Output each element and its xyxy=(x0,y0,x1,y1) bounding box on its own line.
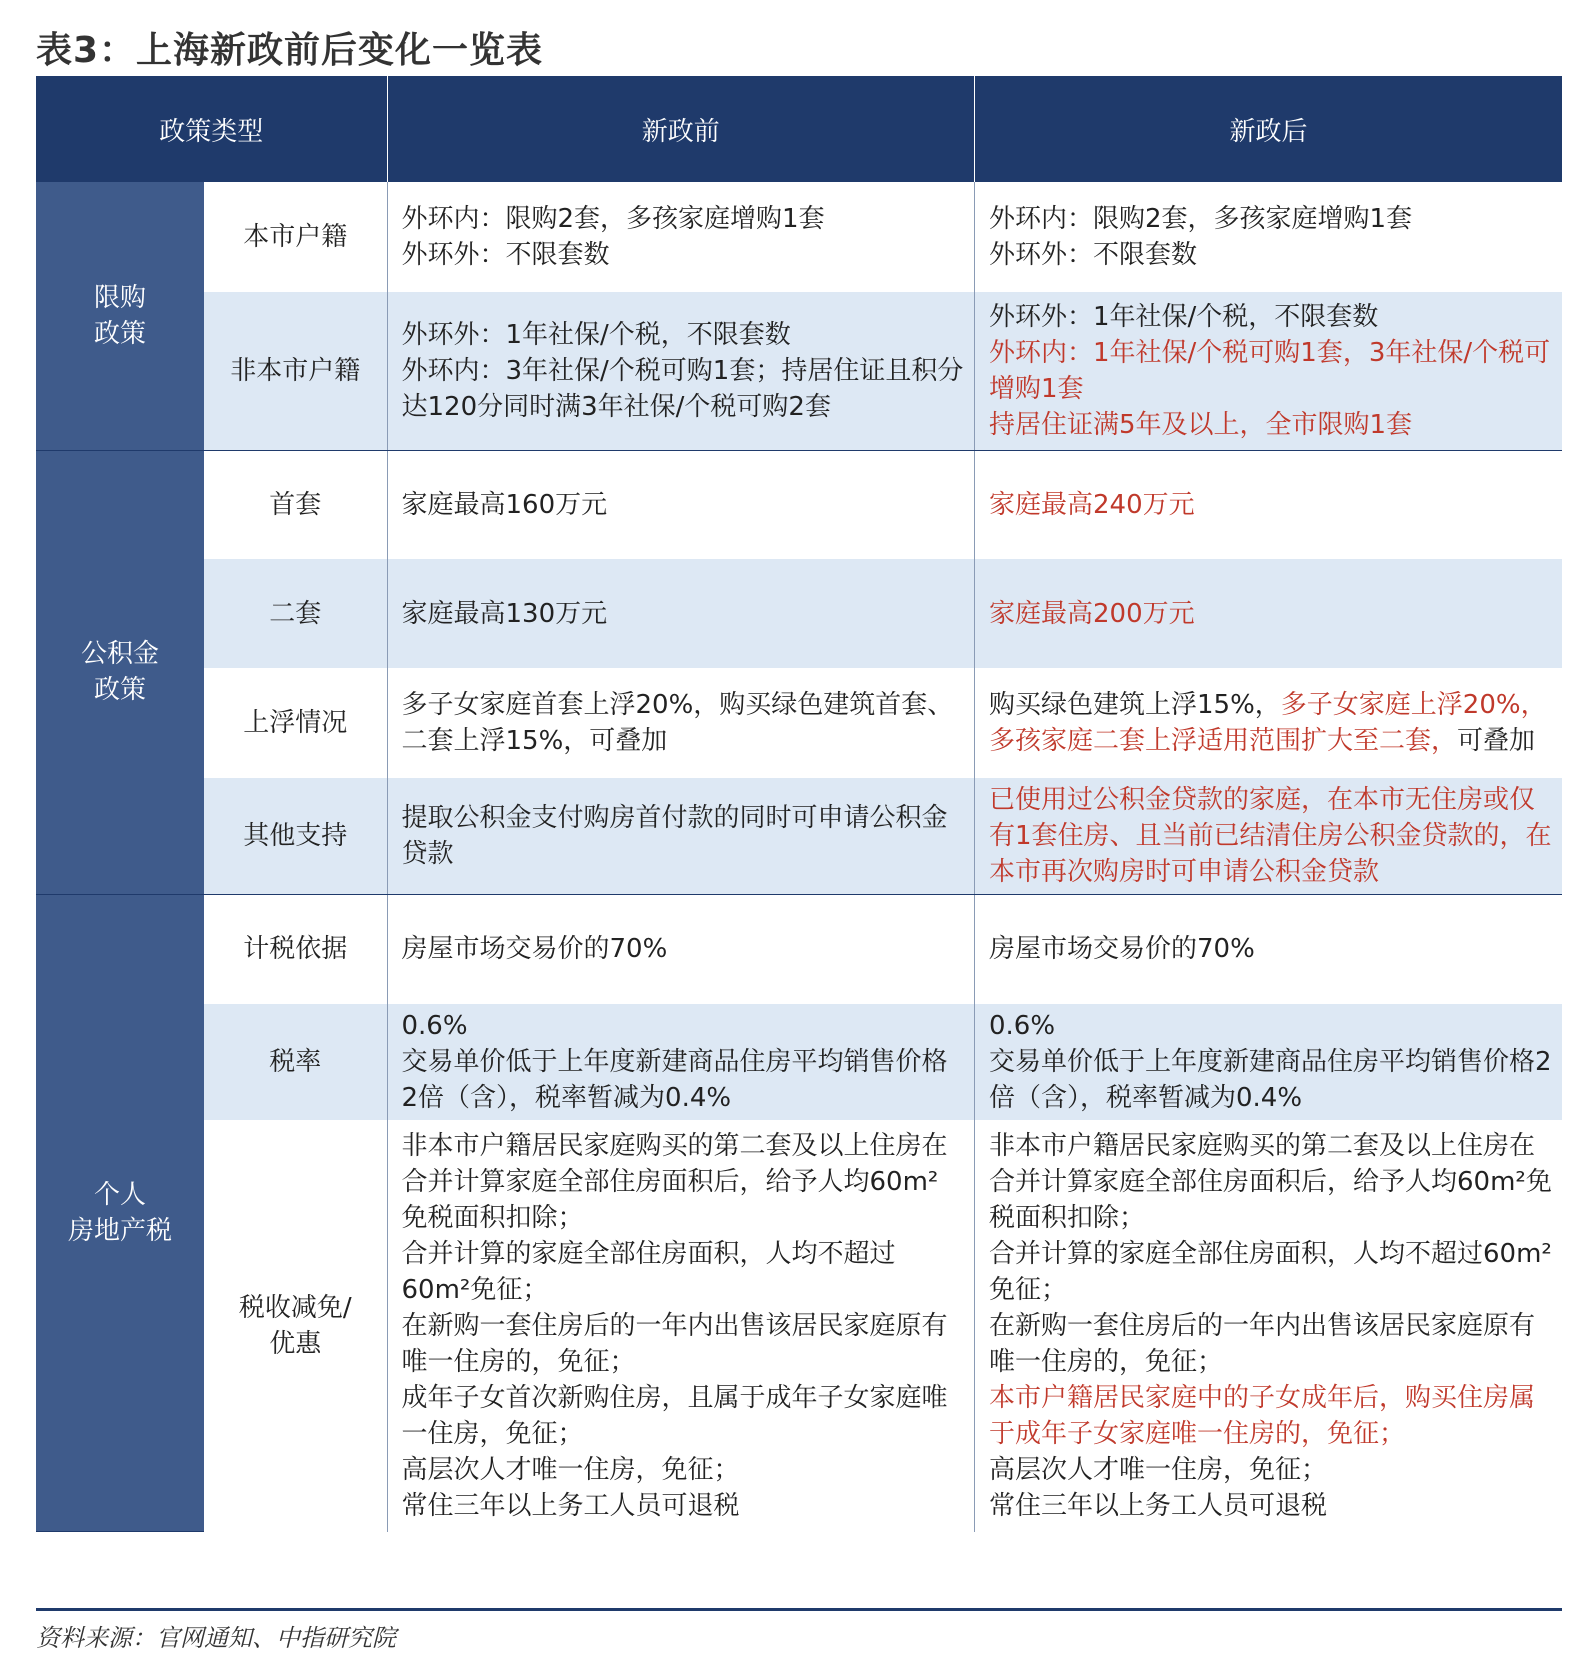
cell-after-other-support xyxy=(974,778,1562,895)
row-label-tax-relief: 税收减免/ 优惠 xyxy=(204,1120,387,1532)
table-row xyxy=(36,668,1562,778)
table-title: 表3：上海新政前后变化一览表 xyxy=(36,30,544,71)
cell-after-float-up: 购买绿色建筑上浮15%，多子女家庭上浮20%，多孩家庭二套上浮适用范围扩大至二套，可叠加 xyxy=(988,690,1547,756)
highlighted-change: 已使用过公积金贷款的家庭，在本市无住房或仅有1套住房、且当前已结清住房公积金贷款的，在本市再次购房时可申请公积金贷款 xyxy=(988,785,1552,887)
row-label-second-home: 二套 xyxy=(204,559,387,668)
cell-before-other-support: 提取公积金支付购房首付款的同时可申请公积金贷款 xyxy=(387,778,974,895)
row-label-local-hukou: 本市户籍 xyxy=(204,182,387,292)
cell-after-tax-basis: 房屋市场交易价的70% xyxy=(988,934,1255,965)
table-row xyxy=(36,182,1562,292)
row-label-float-up: 上浮情况 xyxy=(204,668,387,778)
header-row xyxy=(36,76,1562,182)
highlighted-change: 外环内：1年社保/个税可购1套，3年社保/个税可增购1套 xyxy=(988,337,1551,404)
cell-after-second-home xyxy=(974,559,1562,668)
table-row xyxy=(36,778,1562,895)
cell-before-float-up: 多子女家庭首套上浮20%，购买绿色建筑首套、二套上浮15%，可叠加 xyxy=(387,668,974,778)
row-label-tax-basis: 计税依据 xyxy=(204,895,387,1004)
table-bottom-rule xyxy=(36,1608,1562,1611)
cell-after-tax-relief: 非本市户籍居民家庭购买的第二套及以上住房在合并计算家庭全部住房面积后，给予人均60m²免税面积扣除； 合并计算的家庭全部住房面积，人均不超过60m²免征； 在新购一套住房后的一年内出售该居民家庭原有唯一住房的，免征； 本市户籍居民家庭中的子女成年后，购买住房属于成年子女家庭唯一住房的，免征； 高层次人才唯一住房，免征； 常住三年以上务工人员可退税 xyxy=(988,1130,1552,1521)
row-label-tax-rate: 税率 xyxy=(204,1004,387,1120)
highlighted-change: 家庭最高200万元 xyxy=(988,598,1195,629)
highlighted-change: 多子女家庭上浮20%，多孩家庭二套上浮适用范围扩大至二套， xyxy=(988,690,1547,756)
row-label-other-support: 其他支持 xyxy=(204,778,387,895)
cell-before-tax-rate: 0.6% 交易单价低于上年度新建商品住房平均销售价格2倍（含），税率暂减为0.4% xyxy=(387,1004,974,1120)
group-purchase-limit: 限购 政策 xyxy=(36,182,204,450)
cell-after-first-home xyxy=(974,450,1562,559)
table-row xyxy=(36,1120,1562,1532)
table-row xyxy=(36,1004,1562,1120)
cell-before-local-hukou: 外环内：限购2套，多孩家庭增购1套 外环外：不限套数 xyxy=(387,182,974,292)
source-note: 资料来源：官网通知、中指研究院 xyxy=(36,1624,396,1652)
cell-before-second-home: 家庭最高130万元 xyxy=(387,559,974,668)
table-row xyxy=(36,450,1562,559)
cell-after-local-hukou: 外环内：限购2套，多孩家庭增购1套 外环外：不限套数 xyxy=(988,204,1413,270)
cell-after-tax-rate: 0.6% 交易单价低于上年度新建商品住房平均销售价格2倍（含），税率暂减为0.4% xyxy=(974,1004,1562,1120)
highlighted-change: 持居住证满5年及以上，全市限购1套 xyxy=(988,409,1413,440)
table-row xyxy=(36,559,1562,668)
table-row xyxy=(36,292,1562,450)
header-policy-type: 政策类型 xyxy=(36,76,387,182)
highlighted-change: 本市户籍居民家庭中的子女成年后，购买住房属于成年子女家庭唯一住房的，免征； xyxy=(988,1382,1535,1449)
highlighted-change: 家庭最高240万元 xyxy=(988,489,1195,520)
header-before: 新政前 xyxy=(387,76,974,182)
cell-before-first-home: 家庭最高160万元 xyxy=(387,450,974,559)
header-after: 新政后 xyxy=(974,76,1562,182)
group-property-tax: 个人 房地产税 xyxy=(36,895,204,1532)
row-label-nonlocal-hukou: 非本市户籍 xyxy=(204,292,387,450)
group-provident-fund: 公积金 政策 xyxy=(36,450,204,895)
cell-after-nonlocal-hukou: 外环外：1年社保/个税，不限套数 外环内：1年社保/个税可购1套，3年社保/个税可增购1套 持居住证满5年及以上，全市限购1套 xyxy=(974,292,1562,450)
policy-comparison-table xyxy=(36,76,1562,1532)
cell-before-nonlocal-hukou: 外环外：1年社保/个税，不限套数 外环内：3年社保/个税可购1套；持居住证且积分达120分同时满3年社保/个税可购2套 xyxy=(387,292,974,450)
table-row xyxy=(36,895,1562,1004)
cell-before-tax-relief: 非本市户籍居民家庭购买的第二套及以上住房在合并计算家庭全部住房面积后，给予人均60m²免税面积扣除； 合并计算的家庭全部住房面积，人均不超过60m²免征； 在新购一套住房后的一年内出售该居民家庭原有唯一住房的，免征； 成年子女首次新购住房，且属于成年子女家庭唯一住房，免征； 高层次人才唯一住房，免征； 常住三年以上务工人员可退税 xyxy=(387,1120,974,1532)
row-label-first-home: 首套 xyxy=(204,450,387,559)
cell-before-tax-basis: 房屋市场交易价的70% xyxy=(387,895,974,1004)
